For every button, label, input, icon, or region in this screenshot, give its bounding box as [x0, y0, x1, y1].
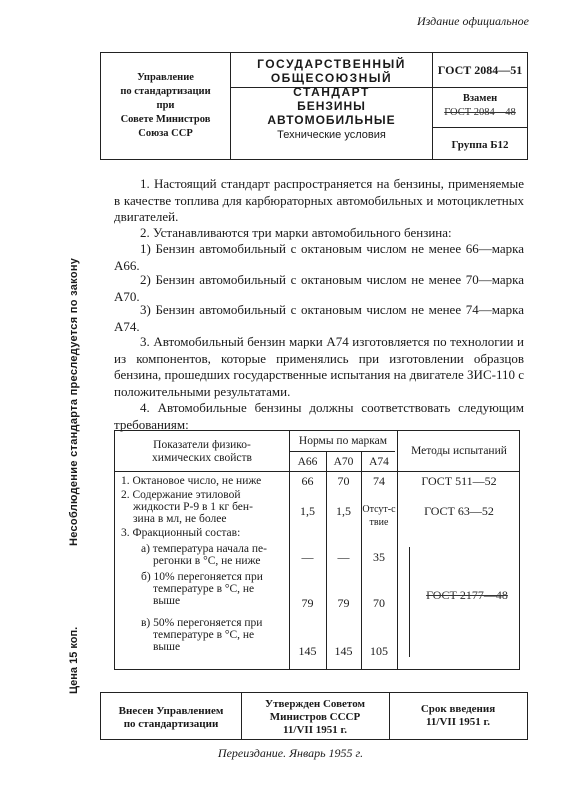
value-a70: 79 [337, 596, 350, 610]
label-line: температуре в °С, не [153, 583, 255, 595]
title-column [231, 53, 433, 159]
footer-line: по стандартизации [123, 718, 219, 730]
standard-type-line: ГОСУДАРСТВЕННЫЙ [257, 57, 406, 71]
label-line: 2. Содержание этиловой [121, 489, 241, 501]
label-line: в) 50% перегоняется при [141, 617, 263, 629]
paragraph: 1. Настоящий стандарт распространяется на бензины, применяемые в качестве топлива для карбюраторных автомобильных и мотоциклетных двигателей. [114, 176, 524, 224]
paragraph: 4. Автомобильные бензины должны соответствовать следующим требованиям: [114, 400, 524, 432]
value-a70: 70 [337, 474, 350, 488]
value-a70: — [337, 550, 350, 564]
header-indicators [117, 439, 287, 465]
classification-group: Группа Б12 [451, 139, 509, 151]
label-line: регонки в °С, не ниже [153, 555, 261, 567]
paragraph: 3) Бензин автомобильный с октановым числом не менее 74—марка А74. [114, 302, 524, 334]
paragraph: 2. Устанавливаются три марки автомобильного бензина: [140, 225, 452, 240]
introduced-by [101, 705, 241, 731]
value-a74: 105 [370, 644, 388, 658]
row-label: 3. Фракционный состав: [121, 527, 241, 539]
price-label: Цена 15 коп. [68, 626, 80, 694]
gost-number: ГОСТ 2084—51 [437, 63, 523, 77]
row-label [141, 571, 263, 607]
value-a74: Отсут-ствие [362, 504, 396, 528]
paragraph: 3. Автомобильный бензин марки А74 изготовляется по технологии и из компонентов, которые применялись при изготовлении образцов бензина, прошедших государственные испытания на двигателе ЗИС-110 с положительными результатами. [114, 334, 524, 399]
header-block [100, 52, 528, 160]
org-line: Управление [137, 72, 194, 83]
header-grade: А66 [297, 456, 318, 468]
footer-line: 11/VII 1951 г. [283, 724, 347, 736]
value-a66: 79 [301, 596, 314, 610]
document-subtitle: Технические условия [277, 129, 386, 141]
standard-type-line: ОБЩЕСОЮЗНЫЙ СТАНДАРТ [270, 71, 393, 99]
value-a74: 70 [373, 596, 385, 610]
bracket [409, 547, 410, 657]
org-line: при [156, 100, 175, 111]
paragraph: 2) Бензин автомобильный с октановым числом не менее 70—марка А70. [114, 272, 524, 304]
divider [433, 127, 527, 128]
header-methods: Методы испытаний [411, 445, 507, 457]
label-line: зина в мл, не более [133, 513, 227, 525]
test-method: ГОСТ 511—52 [421, 474, 497, 488]
value-a74: 74 [373, 474, 385, 488]
document-title [231, 99, 432, 127]
label-line: б) 10% перегоняется при [141, 571, 263, 583]
label-line: температуре в °С, не [153, 629, 255, 641]
divider [433, 87, 527, 88]
value-a66: 66 [301, 474, 314, 488]
requirements-table [114, 430, 520, 670]
footer-line: Министров СССР [269, 711, 361, 723]
header-grade: А74 [369, 456, 389, 468]
footer-line: Внесен Управлением [118, 705, 224, 717]
header-line: Показатели физико- [153, 439, 251, 451]
header-grade: А70 [333, 456, 354, 468]
label-line: а) температура начала пе- [141, 543, 267, 555]
row-label [121, 489, 253, 525]
legal-notice: Несоблюдение стандарта преследуется по закону [68, 257, 80, 546]
method-reference: ГОСТ 2177—48 [426, 588, 508, 602]
row-label [141, 543, 267, 567]
value-a66: — [301, 550, 314, 564]
divider [289, 451, 395, 452]
value-a70: 1,5 [336, 504, 351, 518]
divider [231, 87, 432, 88]
effective-date [389, 703, 527, 729]
issuing-organization [101, 53, 231, 159]
footer-line: Срок введения [420, 703, 496, 715]
test-method [415, 589, 519, 602]
replaces-code [433, 107, 527, 118]
footer-block [100, 692, 528, 740]
value-a66: 145 [298, 644, 317, 658]
divider [115, 471, 519, 472]
org-line: по стандартизации [120, 86, 211, 97]
test-method: ГОСТ 63—52 [424, 504, 494, 518]
row-label [141, 617, 262, 653]
edition-note: Издание официальное [416, 14, 529, 28]
replaced-standard: ГОСТ 2084—48 [444, 107, 516, 118]
footer-line: 11/VII 1951 г. [426, 716, 490, 728]
title-line: БЕНЗИНЫ [297, 99, 366, 113]
column-divider [397, 431, 398, 669]
label-line: выше [153, 595, 181, 607]
code-column [433, 53, 527, 159]
label-line: выше [153, 641, 181, 653]
row-label: 1. Октановое число, не ниже [121, 475, 262, 487]
org-line: Совете Министров [120, 114, 211, 125]
reprint-note: Переиздание. Январь 1955 г. [217, 746, 364, 760]
org-line: Союза ССР [138, 128, 193, 139]
footer-line: Утвержден Советом [265, 698, 365, 710]
value-a74: 35 [373, 550, 385, 564]
value-a70: 145 [334, 644, 353, 658]
approved-by [241, 698, 389, 737]
standard-type [231, 57, 432, 99]
value-a66: 1,5 [300, 504, 315, 518]
label-line: жидкости Р-9 в 1 кг бен- [133, 501, 253, 513]
title-line: АВТОМОБИЛЬНЫЕ [267, 113, 396, 127]
header-line: химических свойств [152, 452, 252, 464]
paragraph: 1) Бензин автомобильный с октановым числом не менее 66—марка А66. [114, 241, 524, 273]
replaces-label: Взамен [462, 93, 498, 104]
header-norms: Нормы по маркам [298, 435, 388, 447]
